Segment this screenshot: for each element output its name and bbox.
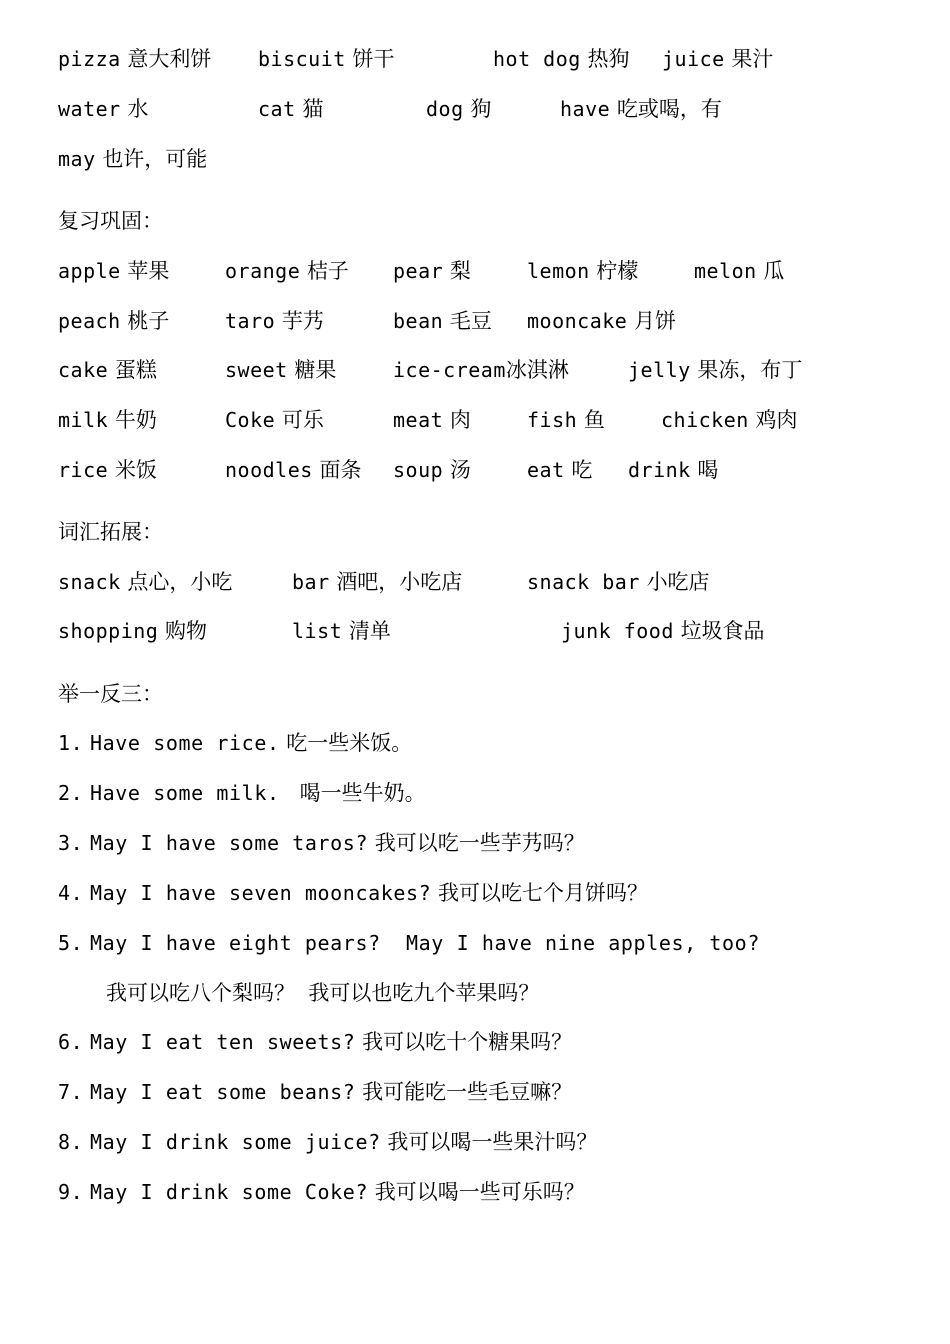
vocab-item: [58, 304, 169, 338]
vocab-english: Coke: [225, 408, 276, 432]
vocab-item: [58, 403, 157, 437]
vocab-english: orange: [225, 259, 301, 283]
vocab-item: [628, 453, 718, 487]
vocab-english: water: [58, 97, 121, 121]
vocab-item: [225, 403, 324, 437]
vocab-english: pear: [393, 259, 444, 283]
vocab-english: list: [292, 619, 343, 643]
vocab-item: [225, 254, 349, 288]
vocab-item: [225, 453, 361, 487]
vocab-chinese: 点心，小吃: [127, 570, 233, 594]
vocab-english: shopping: [58, 619, 159, 643]
vocab-item: [628, 353, 802, 387]
sentence-line: [58, 926, 760, 960]
vocab-chinese: 饼干: [352, 47, 395, 71]
vocab-chinese: 吃: [571, 458, 593, 482]
practice-heading: 举一反三：: [58, 682, 163, 706]
vocab-item: [258, 92, 323, 126]
vocab-english: dog: [426, 97, 464, 121]
vocab-item: [292, 614, 391, 648]
vocab-item: [527, 304, 676, 338]
sentence-english: May I have eight pears? May I have nine apples, too?: [89, 931, 760, 955]
sentence-english: May I drink some juice?: [89, 1130, 381, 1154]
sentence-english: Have some rice.: [89, 731, 280, 755]
vocab-chinese: 购物: [165, 619, 208, 643]
vocab-item: [527, 403, 605, 437]
sentence-chinese: 我可能吃一些毛豆嘛？: [362, 1080, 573, 1104]
vocab-chinese: 狗: [470, 97, 492, 121]
vocab-chinese: 也许，可能: [102, 147, 208, 171]
vocab-english: may: [58, 147, 96, 171]
vocab-english: soup: [393, 458, 444, 482]
vocab-chinese: 意大利饼: [127, 47, 212, 71]
vocab-english: apple: [58, 259, 121, 283]
sentence-chinese: 喝一些牛奶。: [299, 781, 426, 805]
vocab-item: [393, 353, 569, 387]
vocab-english: milk: [58, 408, 109, 432]
vocab-chinese: 面条: [319, 458, 362, 482]
vocab-english: fish: [527, 408, 578, 432]
vocab-item: [393, 304, 492, 338]
sentence-line: [58, 776, 426, 810]
sentence-chinese: 我可以吃十个糖果吗？: [362, 1030, 573, 1054]
sentence-number: 2.: [58, 781, 84, 805]
vocab-item: [58, 453, 157, 487]
vocab-chinese: 可乐: [281, 408, 324, 432]
sentence-chinese: 我可以吃七个月饼吗？: [437, 881, 648, 905]
vocab-item: [560, 92, 722, 126]
vocab-english: have: [560, 97, 611, 121]
vocab-english: noodles: [225, 458, 313, 482]
sentence-number: 6.: [58, 1030, 84, 1054]
sentence-line: [58, 1175, 585, 1209]
sentence-number: 8.: [58, 1130, 84, 1154]
vocab-chinese: 汤: [449, 458, 471, 482]
sentence-number: 3.: [58, 831, 84, 855]
vocab-english: biscuit: [258, 47, 346, 71]
vocab-english: snack: [58, 570, 121, 594]
vocab-item: [393, 453, 471, 487]
vocab-item: [561, 614, 765, 648]
vocab-chinese: 吃或喝，有: [616, 97, 722, 121]
vocab-english: melon: [694, 259, 757, 283]
vocab-chinese: 清单: [348, 619, 391, 643]
vocab-english: junk food: [561, 619, 674, 643]
sentence-english: May I have some taros?: [89, 831, 369, 855]
sentence-number: 4.: [58, 881, 84, 905]
vocab-chinese: 桃子: [127, 309, 170, 333]
vocab-english: cat: [258, 97, 296, 121]
vocab-chinese: 酒吧，小吃店: [336, 570, 463, 594]
vocab-english: meat: [393, 408, 444, 432]
vocab-chinese: 芋艿: [281, 309, 324, 333]
vocab-chinese: 水: [127, 97, 149, 121]
vocab-chinese: 柠檬: [596, 259, 639, 283]
vocab-item: [58, 353, 157, 387]
expansion-heading: 词汇拓展：: [58, 520, 163, 544]
vocab-item: [58, 614, 207, 648]
vocab-english: sweet: [225, 358, 288, 382]
vocab-chinese: 果汁: [731, 47, 774, 71]
vocab-chinese: 肉: [449, 408, 471, 432]
vocab-item: [527, 453, 592, 487]
vocab-english: pizza: [58, 47, 121, 71]
vocab-chinese: 桔子: [306, 259, 349, 283]
sentence-english: May I eat ten sweets?: [89, 1030, 356, 1054]
vocab-english: eat: [527, 458, 565, 482]
vocab-english: rice: [58, 458, 109, 482]
vocab-item: [58, 254, 169, 288]
vocab-chinese: 鱼: [583, 408, 605, 432]
vocab-chinese: 牛奶: [114, 408, 157, 432]
vocab-english: bar: [292, 570, 330, 594]
vocab-item: [58, 565, 232, 599]
review-heading: 复习巩固：: [58, 209, 163, 233]
sentence-line: [58, 826, 585, 860]
vocab-item: [661, 403, 797, 437]
vocab-english: mooncake: [527, 309, 628, 333]
sentence-translation-line: [106, 976, 539, 1010]
vocab-english: lemon: [527, 259, 590, 283]
sentence-line: [58, 876, 648, 910]
vocab-chinese: 果冻，布丁: [697, 358, 803, 382]
vocab-chinese: 梨: [449, 259, 471, 283]
vocab-english: chicken: [661, 408, 749, 432]
sentence-chinese: 我可以喝一些可乐吗？: [374, 1180, 585, 1204]
vocab-chinese: 蛋糕: [114, 358, 157, 382]
sentence-chinese: 我可以吃八个梨吗？ 我可以也吃九个苹果吗？: [106, 981, 540, 1005]
vocab-item: [493, 42, 629, 76]
sentence-line: [58, 1025, 572, 1059]
vocab-english: jelly: [628, 358, 691, 382]
sentence-english: May I drink some Coke?: [89, 1180, 369, 1204]
sentence-number: 5.: [58, 931, 84, 955]
vocab-english: peach: [58, 309, 121, 333]
vocab-chinese: 瓜: [763, 259, 785, 283]
vocab-item: [426, 92, 491, 126]
vocab-english: bean: [393, 309, 444, 333]
vocab-english: ice-cream: [393, 358, 506, 382]
vocab-chinese: 苹果: [127, 259, 170, 283]
vocab-english: juice: [662, 47, 725, 71]
vocab-english: snack bar: [527, 570, 640, 594]
sentence-chinese: 我可以吃一些芋艿吗？: [374, 831, 585, 855]
sentence-number: 1.: [58, 731, 84, 755]
vocab-english: drink: [628, 458, 691, 482]
vocab-item: [527, 254, 638, 288]
vocab-chinese: 冰淇淋: [505, 358, 569, 382]
sentence-english: May I eat some beans?: [89, 1080, 356, 1104]
vocab-item: [292, 565, 462, 599]
vocab-item: [58, 92, 148, 126]
vocab-item: [225, 353, 336, 387]
vocab-english: hot dog: [493, 47, 581, 71]
sentence-english: Have some milk.: [89, 781, 280, 805]
vocab-chinese: 鸡肉: [755, 408, 798, 432]
vocab-chinese: 月饼: [634, 309, 677, 333]
vocab-chinese: 猫: [302, 97, 324, 121]
vocab-chinese: 米饭: [114, 458, 157, 482]
vocab-english: taro: [225, 309, 276, 333]
sentence-line: [58, 1075, 572, 1109]
sentence-chinese: 吃一些米饭。: [286, 731, 413, 755]
vocab-item: [527, 565, 710, 599]
vocab-chinese: 糖果: [294, 358, 337, 382]
vocab-item: [58, 42, 211, 76]
vocab-item: [662, 42, 773, 76]
vocab-chinese: 毛豆: [449, 309, 492, 333]
vocab-item: [393, 403, 471, 437]
vocab-item: [393, 254, 471, 288]
vocab-chinese: 垃圾食品: [680, 619, 765, 643]
sentence-number: 9.: [58, 1180, 84, 1204]
vocab-item: [258, 42, 394, 76]
vocab-chinese: 热狗: [587, 47, 630, 71]
vocab-item: [225, 304, 324, 338]
vocab-item: [58, 142, 207, 176]
sentence-line: [58, 1125, 597, 1159]
sentence-chinese: 我可以喝一些果汁吗？: [387, 1130, 598, 1154]
vocab-chinese: 小吃店: [646, 570, 710, 594]
sentence-number: 7.: [58, 1080, 84, 1104]
sentence-english: May I have seven mooncakes?: [89, 881, 432, 905]
vocab-item: [694, 254, 784, 288]
vocab-chinese: 喝: [697, 458, 719, 482]
sentence-line: [58, 726, 412, 760]
vocab-english: cake: [58, 358, 109, 382]
